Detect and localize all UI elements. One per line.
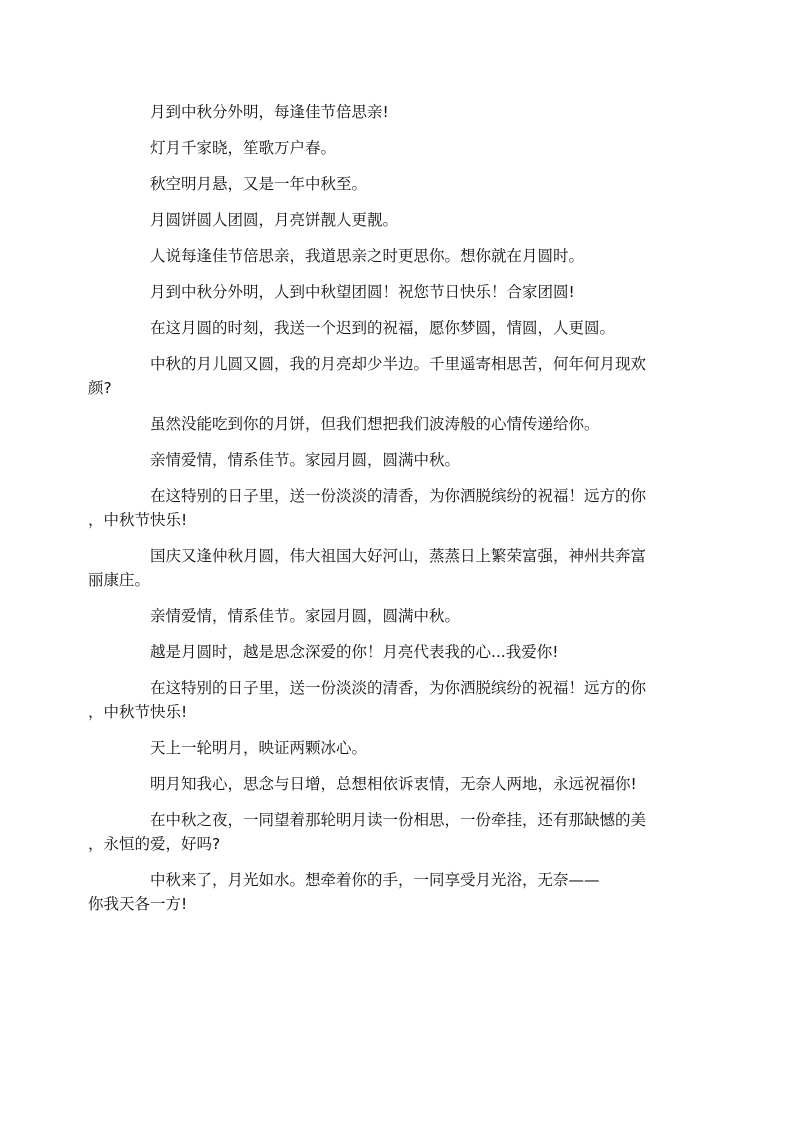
paragraph-line: 丽康庄。: [88, 571, 151, 589]
paragraph-6: [119, 280, 679, 304]
paragraph-9: [119, 412, 679, 436]
paragraph-line: 亲情爱情，情系佳节。家园月圆，圆满中秋。: [150, 451, 461, 469]
paragraph-line: 在这月圆的时刻，我送一个迟到的祝福，愿你梦圆，情圆，人更圆。: [150, 319, 616, 337]
paragraph-line: 秋空明月悬，又是一年中秋至。: [150, 175, 368, 193]
paragraph-8: [88, 352, 679, 400]
paragraph-line: 在这特别的日子里，送一份淡淡的清香，为你洒脱缤纷的祝福！远方的你: [150, 679, 647, 697]
paragraph-line: 在这特别的日子里，送一份淡淡的清香，为你洒脱缤纷的祝福！远方的你: [150, 487, 647, 505]
paragraph-line: 中秋的月儿圆又圆，我的月亮却少半边。千里遥寄相思苦，何年何月现欢: [150, 355, 647, 373]
paragraph-4: [119, 208, 679, 232]
paragraph-line: ，中秋节快乐!: [88, 511, 188, 529]
paragraph-2: [119, 136, 679, 160]
paragraph-13: [119, 604, 679, 628]
paragraph-line: 天上一轮明月，映证两颗冰心。: [150, 739, 368, 757]
paragraph-17: [119, 772, 679, 796]
paragraph-line: 灯月千家晓，笙歌万户春。: [150, 139, 337, 157]
paragraph-line: 月到中秋分外明，人到中秋望团圆！祝您节日快乐！合家团圆!: [150, 283, 575, 301]
paragraph-line: 中秋来了，月光如水。想牵着你的手，一同享受月光浴，无奈——: [150, 871, 600, 889]
paragraph-3: [119, 172, 679, 196]
paragraph-line: 越是月圆时，越是思念深爱的你！月亮代表我的心...我爱你!: [150, 643, 559, 661]
document-body: [88, 100, 679, 928]
paragraph-line: ，永恒的爱，好吗?: [88, 835, 221, 853]
paragraph-7: [119, 316, 679, 340]
paragraph-line: 国庆又逢仲秋月圆，伟大祖国大好河山，蒸蒸日上繁荣富强，神州共奔富: [150, 547, 647, 565]
paragraph-1: [119, 100, 679, 124]
paragraph-line: 月圆饼圆人团圆，月亮饼靓人更靓。: [150, 211, 399, 229]
paragraph-14: [119, 640, 679, 664]
paragraph-line: 人说每逢佳节倍思亲，我道思亲之时更思你。想你就在月圆时。: [150, 247, 585, 265]
paragraph-line: 虽然没能吃到你的月饼，但我们想把我们波涛般的心情传递给你。: [150, 415, 600, 433]
paragraph-line: 亲情爱情，情系佳节。家园月圆，圆满中秋。: [150, 607, 461, 625]
paragraph-line: 在中秋之夜，一同望着那轮明月读一份相思，一份牵挂，还有那缺憾的美: [150, 811, 647, 829]
paragraph-line: ，中秋节快乐!: [88, 703, 188, 721]
paragraph-16: [119, 736, 679, 760]
paragraph-10: [119, 448, 679, 472]
paragraph-line: 颜?: [88, 379, 112, 397]
paragraph-19: [88, 868, 679, 916]
paragraph-11: [88, 484, 679, 532]
paragraph-18: [88, 808, 679, 856]
paragraph-line: 明月知我心，思念与日增，总想相依诉衷情，无奈人两地，永远祝福你!: [150, 775, 637, 793]
paragraph-12: [88, 544, 679, 592]
paragraph-line: 你我天各一方!: [88, 895, 188, 913]
paragraph-15: [88, 676, 679, 724]
paragraph-line: 月到中秋分外明，每逢佳节倍思亲!: [150, 103, 389, 121]
paragraph-5: [119, 244, 679, 268]
